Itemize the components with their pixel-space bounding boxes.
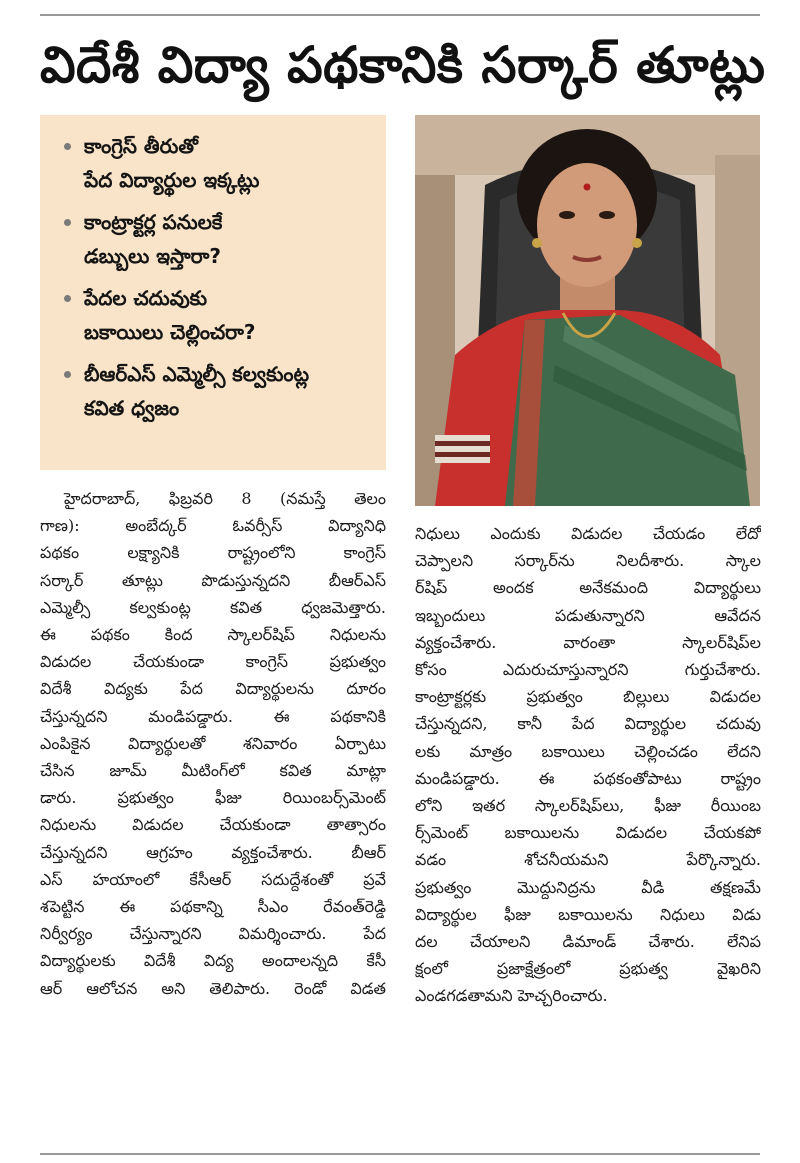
article-line: చెప్పాలని సర్కార్‌ను నిలదీశారు. స్కాల — [415, 551, 761, 571]
article-line: శపెట్టిన ఈ పథకాన్ని సీఎం రేవంత్‌రెడ్డి — [40, 897, 386, 917]
article-line: కాంట్రాక్టర్లకు ప్రభుత్వం బిల్లులు విడుదల — [415, 687, 761, 707]
article-line: చేస్తున్నదని, కానీ పేద విద్యార్థుల చదువు — [415, 714, 761, 734]
bullet-dot-icon — [64, 371, 71, 378]
article-line: ర్స్‌మెంట్ బకాయిలను విడుదల చేయకపో — [415, 823, 761, 843]
article-line: వడం శోచనీయమని పేర్కొన్నారు. — [415, 850, 761, 870]
article-line: ర్‌షిప్ అందక అనేకమంది విద్యార్థులు — [415, 578, 761, 598]
portrait-photo — [415, 115, 760, 506]
article-column-right — [415, 520, 761, 1010]
article-line: చేస్తున్నదని ఆగ్రహం వ్యక్తంచేశారు. బీఆర్ — [40, 842, 386, 862]
article-line: లకు మాత్రం బకాయిలు చెల్లించడం లేదని — [415, 741, 761, 761]
portrait-illustration — [415, 115, 760, 506]
bottom-rule — [40, 1153, 760, 1155]
article-line: మండిపడ్డారు. ఈ పథకంతోపాటు రాష్ట్రం — [415, 768, 761, 788]
article-column-left — [40, 485, 386, 1002]
highlight-line: బీఆర్ఎస్ ఎమ్మెల్సీ కల్వకుంట్ల — [84, 362, 310, 386]
highlight-line: పేద విద్యార్థుల ఇక్కట్లు — [84, 168, 260, 192]
highlight-line: కాంట్రాక్టర్ల పనులకే — [84, 210, 223, 234]
article-line: ఆర్ ఆలోచన అని తెలిపారు. రెండో విడత — [40, 978, 386, 998]
article-line: చేస్తున్నదని మండిపడ్డారు. ఈ పథకానికి — [40, 706, 386, 726]
article-line: ఈ పథకం కింద స్కాలర్‌షిప్ నిధులను — [40, 625, 386, 645]
article-line: విద్యార్థుల ఫీజు బకాయిలను నిధులు విడు — [415, 904, 761, 924]
article-line: పథకం లక్ష్యానికి రాష్ట్రంలోని కాంగ్రెస్ — [40, 543, 386, 563]
bullet-dot-icon — [64, 219, 71, 226]
article-line: సర్కార్ తూట్లు పొడుస్తున్నదని బీఆర్ఎస్ — [40, 570, 386, 590]
highlights-box — [40, 115, 386, 470]
article-line: విద్యార్థులకు విదేశీ విద్య అందాలన్నది కేసీ — [40, 951, 386, 971]
article-line: ఎండగడతామని హెచ్చరించారు. — [415, 986, 608, 1006]
highlight-item — [62, 357, 372, 425]
article-line: వ్యక్తంచేశారు. వారంతా స్కాలర్‌షిప్‌ల — [415, 632, 761, 652]
article-line: ఎస్ హయాంలో కేసీఆర్ సదుద్దేశంతో ప్రవే — [40, 869, 386, 889]
article-line: దల చేయాలని డిమాండ్ చేశారు. లేనిప — [415, 932, 761, 952]
top-rule — [40, 14, 760, 16]
article-line: డారు. ప్రభుత్వం ఫీజు రియింబర్స్‌మెంట్ — [40, 788, 386, 808]
highlight-line: కవిత ధ్వజం — [84, 396, 180, 420]
article-line: కోసం ఎదురుచూస్తున్నారని గుర్తుచేశారు. — [415, 660, 761, 680]
article-line: ఎంపికైన విద్యార్థులతో శనివారం ఏర్పాటు — [40, 733, 386, 753]
highlight-line: కాంగ్రెస్ తీరుతో — [84, 134, 198, 158]
article-line: నిధులు ఎందుకు విడుదల చేయడం లేదో — [415, 524, 761, 543]
article-line: లోని ఇతర స్కాలర్‌షిప్‌లు, ఫీజు రీయింబ — [415, 796, 761, 816]
article-line: విడుదల చేయకుండా కాంగ్రెస్ ప్రభుత్వం — [40, 652, 386, 672]
highlight-item — [62, 205, 372, 273]
article-line: క్షంలో ప్రజాక్షేత్రంలో ప్రభుత్వ వైఖరిని — [415, 959, 761, 979]
article-line: చేసిన జూమ్ మీటింగ్‌లో కవిత మాట్లా — [40, 761, 386, 781]
article-line: నిధులను విడుదల చేయకుండా తాత్సారం — [40, 815, 386, 835]
headline: విదేశీ విద్యా పథకానికి సర్కార్ తూట్లు — [40, 36, 766, 94]
highlight-item — [62, 281, 372, 349]
article-line: ఇబ్బందులు పడుతున్నారని ఆవేదన — [415, 605, 761, 625]
article-line: విదేశీ విద్యకు పేద విద్యార్థులను దూరం — [40, 679, 386, 699]
article-line: నిర్వీర్యం చేస్తున్నారని విమర్శించారు. పేద — [40, 924, 386, 944]
article-line: గాణ): అంబేద్కర్ ఓవర్సీస్ విద్యానిధి — [40, 516, 386, 536]
article-line: ఎమ్మెల్సీ కల్వకుంట్ల కవిత ధ్వజమెత్తారు. — [40, 597, 386, 617]
article-line: హైదరాబాద్, ఫిబ్రవరి 8 (నమస్తే తెలం — [64, 489, 386, 508]
highlight-line: బకాయిలు చెల్లించరా? — [84, 320, 256, 344]
bullet-dot-icon — [64, 295, 71, 302]
bullet-dot-icon — [64, 143, 71, 150]
article-line: ప్రభుత్వం మొద్దునిద్రను వీడి తక్షణమే — [415, 877, 761, 897]
highlight-line: డబ్బులు ఇస్తారా? — [84, 244, 221, 268]
highlight-item — [62, 129, 372, 197]
highlight-line: పేదల చదువుకు — [84, 286, 208, 310]
